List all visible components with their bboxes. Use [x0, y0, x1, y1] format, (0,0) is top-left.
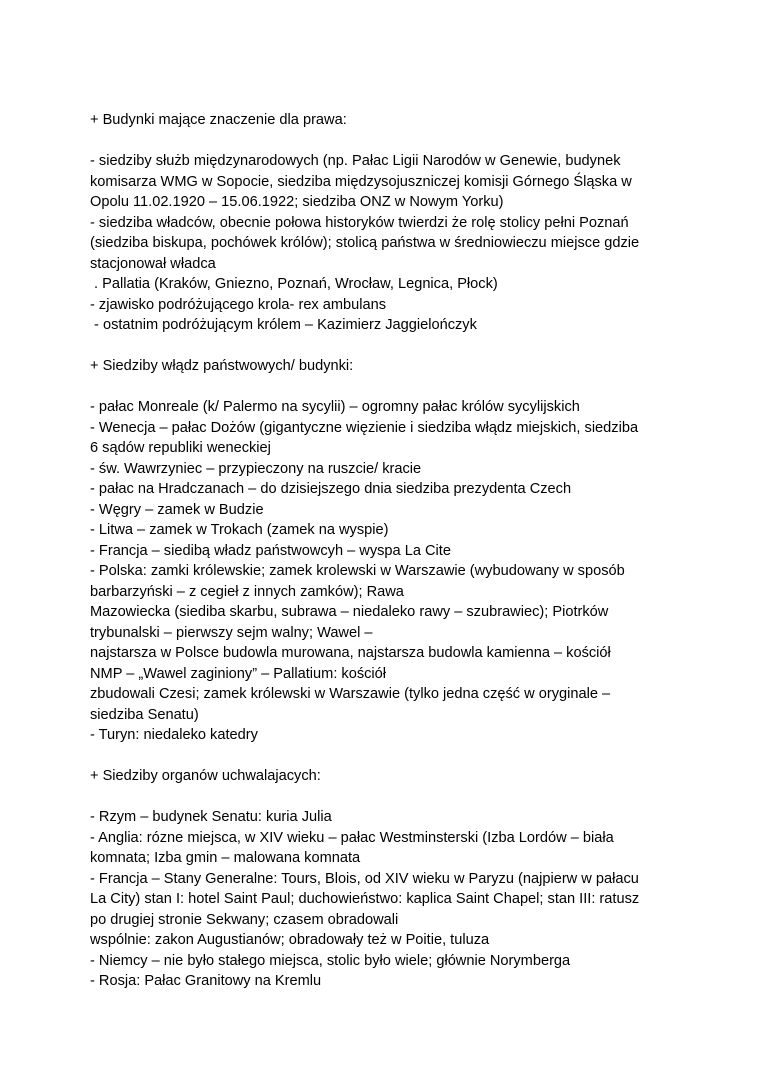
text-line: - pałac Monreale (k/ Palermo na sycylii) – ogromny pałac królów sycylijskich: [90, 399, 580, 415]
text-line: - pałac na Hradczanach – do dzisiejszego dnia siedziba prezydenta Czech: [90, 481, 572, 497]
text-line: 6 sądów republiki weneckiej: [90, 440, 271, 456]
text-line: - św. Wawrzyniec – przypieczony na ruszcie/ kracie: [90, 460, 422, 477]
paragraph-gap: [90, 746, 680, 767]
text-line: wspólnie: zakon Augustianów; obradowały też w Poitie, tuluza: [90, 932, 490, 948]
text-line: - Rzym – budynek Senatu: kuria Julia: [90, 809, 332, 825]
document-page: [90, 110, 680, 992]
text-line: - zjawisko podróżującego krola- rex ambulans: [90, 296, 387, 313]
text-line: barbarzyński – z cegieł z innych zamków); Rawa: [90, 583, 404, 600]
text-line: siedziba Senatu): [90, 706, 199, 723]
text-line: po drugiej stronie Sekwany; czasem obradowali: [90, 911, 399, 928]
text-line: Mazowiecka (siediba skarbu, subrawa – niedaleko rawy – szubrawiec); Piotrków: [90, 604, 609, 620]
text-line: stacjonował władca: [90, 255, 216, 272]
section-heading: + Siedziby organów uchwalajacych:: [90, 768, 321, 784]
text-line: - siedziba władców, obecnie połowa historyków twierdzi że rolę stolicy pełni Poznań: [90, 214, 629, 231]
text-line: (siedziba biskupa, pochówek królów); stolicą państwa w średniowieczu miejsce gdzie: [90, 235, 640, 251]
text-line: - Niemcy – nie było stałego miejsca, stolic było wiele; głównie Norymberga: [90, 952, 571, 969]
paragraph-gap: [90, 377, 680, 398]
text-line: - ostatnim podróżującym królem – Kazimierz Jaggielończyk: [90, 317, 477, 333]
paragraph-gap: [90, 131, 680, 152]
text-line: - Wenecja – pałac Dożów (gigantyczne więzienie i siedziba włądz miejskich, siedziba: [90, 419, 639, 436]
section-heading: + Budynki mające znaczenie dla prawa:: [90, 112, 347, 128]
paragraph-gap: [90, 336, 680, 357]
text-line: - Anglia: rózne miejsca, w XIV wieku – pałac Westminsterski (Izba Lordów – biała: [90, 829, 614, 846]
paragraph-gap: [90, 787, 680, 808]
text-line: NMP – „Wawel zaginiony” – Pallatium: kościół: [90, 665, 387, 682]
text-line: - Turyn: niedaleko katedry: [90, 727, 258, 743]
text-line: komisarza WMG w Sopocie, siedziba międzysojuszniczej komisji Górnego Śląska w: [90, 173, 632, 190]
text-line: La City) stan I: hotel Saint Paul; duchowieństwo: kaplica Saint Chapel; stan III: ratusz: [90, 891, 640, 907]
text-line: zbudowali Czesi; zamek królewski w Warszawie (tylko jedna część w oryginale –: [90, 686, 611, 702]
text-line: - Węgry – zamek w Budzie: [90, 501, 264, 518]
text-line: - Francja – siedibą władz państwowcyh – wyspa La Cite: [90, 542, 451, 559]
text-line: najstarsza w Polsce budowla murowana, najstarsza budowla kamienna – kościół: [90, 645, 611, 661]
text-line: Opolu 11.02.1920 – 15.06.1922; siedziba ONZ w Nowym Yorku): [90, 194, 504, 210]
text-line: . Pallatia (Kraków, Gniezno, Poznań, Wrocław, Legnica, Płock): [90, 276, 498, 292]
text-line: - Polska: zamki królewskie; zamek krolewski w Warszawie (wybudowany w sposób: [90, 563, 625, 579]
text-line: - Rosja: Pałac Granitowy na Kremlu: [90, 973, 322, 989]
text-line: - Litwa – zamek w Trokach (zamek na wyspie): [90, 522, 389, 538]
text-line: komnata; Izba gmin – malowana komnata: [90, 850, 361, 866]
text-line: trybunalski – pierwszy sejm walny; Wawel –: [90, 624, 373, 641]
text-line: - siedziby służb międzynarodowych (np. Pałac Ligii Narodów w Genewie, budynek: [90, 153, 621, 169]
text-line: - Francja – Stany Generalne: Tours, Blois, od XIV wieku w Paryzu (najpierw w pałacu: [90, 870, 639, 887]
section-heading: + Siedziby włądz państwowych/ budynki:: [90, 358, 354, 374]
